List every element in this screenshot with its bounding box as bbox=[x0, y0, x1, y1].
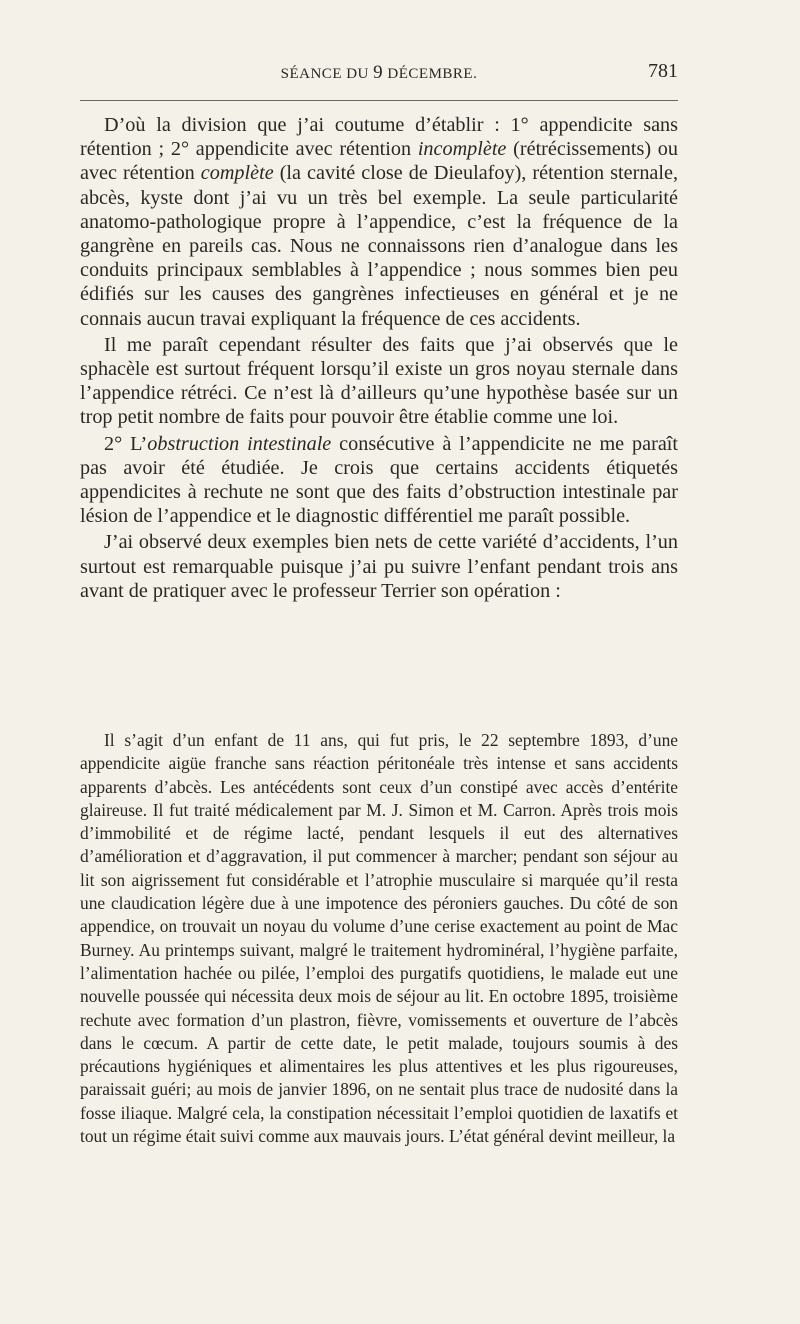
paragraph-examples: J’ai observé deux exemples bien nets de cette variété d’accidents, l’un surtout est remarquable puisque j’ai pu suivre l’enfant pendant trois ans avant de pratiquer avec le professeur Terrier son opération : bbox=[80, 531, 678, 602]
emphasis-obstruction: obstruction intestinale bbox=[147, 432, 332, 455]
paragraph-sphacele: Il me paraît cependant résulter des faits que j’ai observés que le sphacèle est surtout fréquent lorsqu’il existe un gros noyau sternale dans l’appendice rétréci. Ce n’est là d’ailleurs qu’une hypothèse basée sur un trop petit nombre de faits pour pouvoir être établie comme une loi. bbox=[80, 333, 678, 429]
emphasis-incomplete: incomplète bbox=[417, 138, 507, 161]
paragraph-text: (la cavité close de Dieulafoy), rétention sternale, abcès, kyste dont j’ai vu un très bel exemple. La seule particularité anatomo-pathologique propre à l’appendice, c’est la fréquence de la gangrène en pareils cas. Nous ne connaissons rien d’analogue dans les conduits principaux semblables à l’appendice ; nous sommes bien peu édifiés sur les causes des gangrènes infectieuses en général et je ne connais aucun travai expliquant la fréquence de ces accidents. bbox=[80, 162, 678, 330]
header-rule bbox=[80, 100, 678, 101]
paragraph-text: (rétrécissements) ou avec rétention bbox=[80, 138, 678, 185]
paragraph-classification bbox=[80, 113, 678, 331]
running-head-day: 9 bbox=[373, 62, 384, 83]
case-report-paragraph: Il s’agit d’un enfant de 11 ans, qui fut pris, le 22 septembre 1893, d’une appendicite aigüe franche sans réaction péritonéale très intense et sans accidents apparents d’abcès. Les antécédents sont ceux d’un constipé avec accès d’entérite glaireuse. Il fut traité médicalement par M. J. Simon et M. Carron. Après trois mois d’immobilité et de régime lacté, pendant lesquels il eut des alternatives d’amélioration et d’aggravation, il put commencer à marcher; pendant son séjour au lit son aigrissement fut considérable et l’atrophie musculaire si marquée qu’il resta une claudication légère due à une impotence des péroniers gauches. Du côté de son appendice, on trouvait un noyau du volume d’une cerise exactement au point de Mac Burney. Au printemps suivant, malgré le traitement hydrominéral, l’hygiène parfaite, l’alimentation hachée ou pilée, l’emploi des purgatifs quotidiens, le malade eut une nouvelle poussée qui nécessita deux mois de séjour au lit. En octobre 1895, troisième rechute avec formation d’un plastron, fièvre, vomissements et ouverture de l’abcès dans le cœcum. A partir de cette date, le petit malade, toujours soumis à des précautions hygiéniques et alimentaires les plus attentives et les plus rigoureuses, paraissait guéri; au mois de janvier 1896, on ne sentait plus trace de nudosité dans la fosse iliaque. Malgré cela, la constipation nécessitait l’emploi quotidien de laxatifs et tout un régime était suivi comme aux mauvais jours. L’état général devint meilleur, la bbox=[80, 730, 678, 1147]
page-header bbox=[80, 62, 678, 92]
paragraph-obstruction bbox=[80, 432, 678, 529]
running-head-suffix: DÉCEMBRE. bbox=[383, 66, 478, 82]
running-head-prefix: SÉANCE DU bbox=[280, 66, 374, 82]
paragraph-text: consécutive à l’appendicite ne me paraît pas avoir été étudiée. Je crois que certains accidents étiquetés appendicites à rechute ne sont que des faits d’obstruction intestinale par lésion de l’appendice et le diagnostic différentiel me paraît possible. bbox=[80, 432, 678, 528]
emphasis-complete: complète bbox=[200, 162, 274, 185]
main-text bbox=[80, 113, 678, 605]
paragraph-text: D’où la division que j’ai coutume d’établir : 1° appendicite sans rétention ; 2° appendicite avec rétention bbox=[80, 114, 678, 161]
case-report bbox=[80, 729, 678, 1148]
paragraph-text: 2° L’ bbox=[104, 432, 148, 455]
running-head bbox=[80, 62, 678, 84]
page-number: 781 bbox=[648, 60, 678, 82]
